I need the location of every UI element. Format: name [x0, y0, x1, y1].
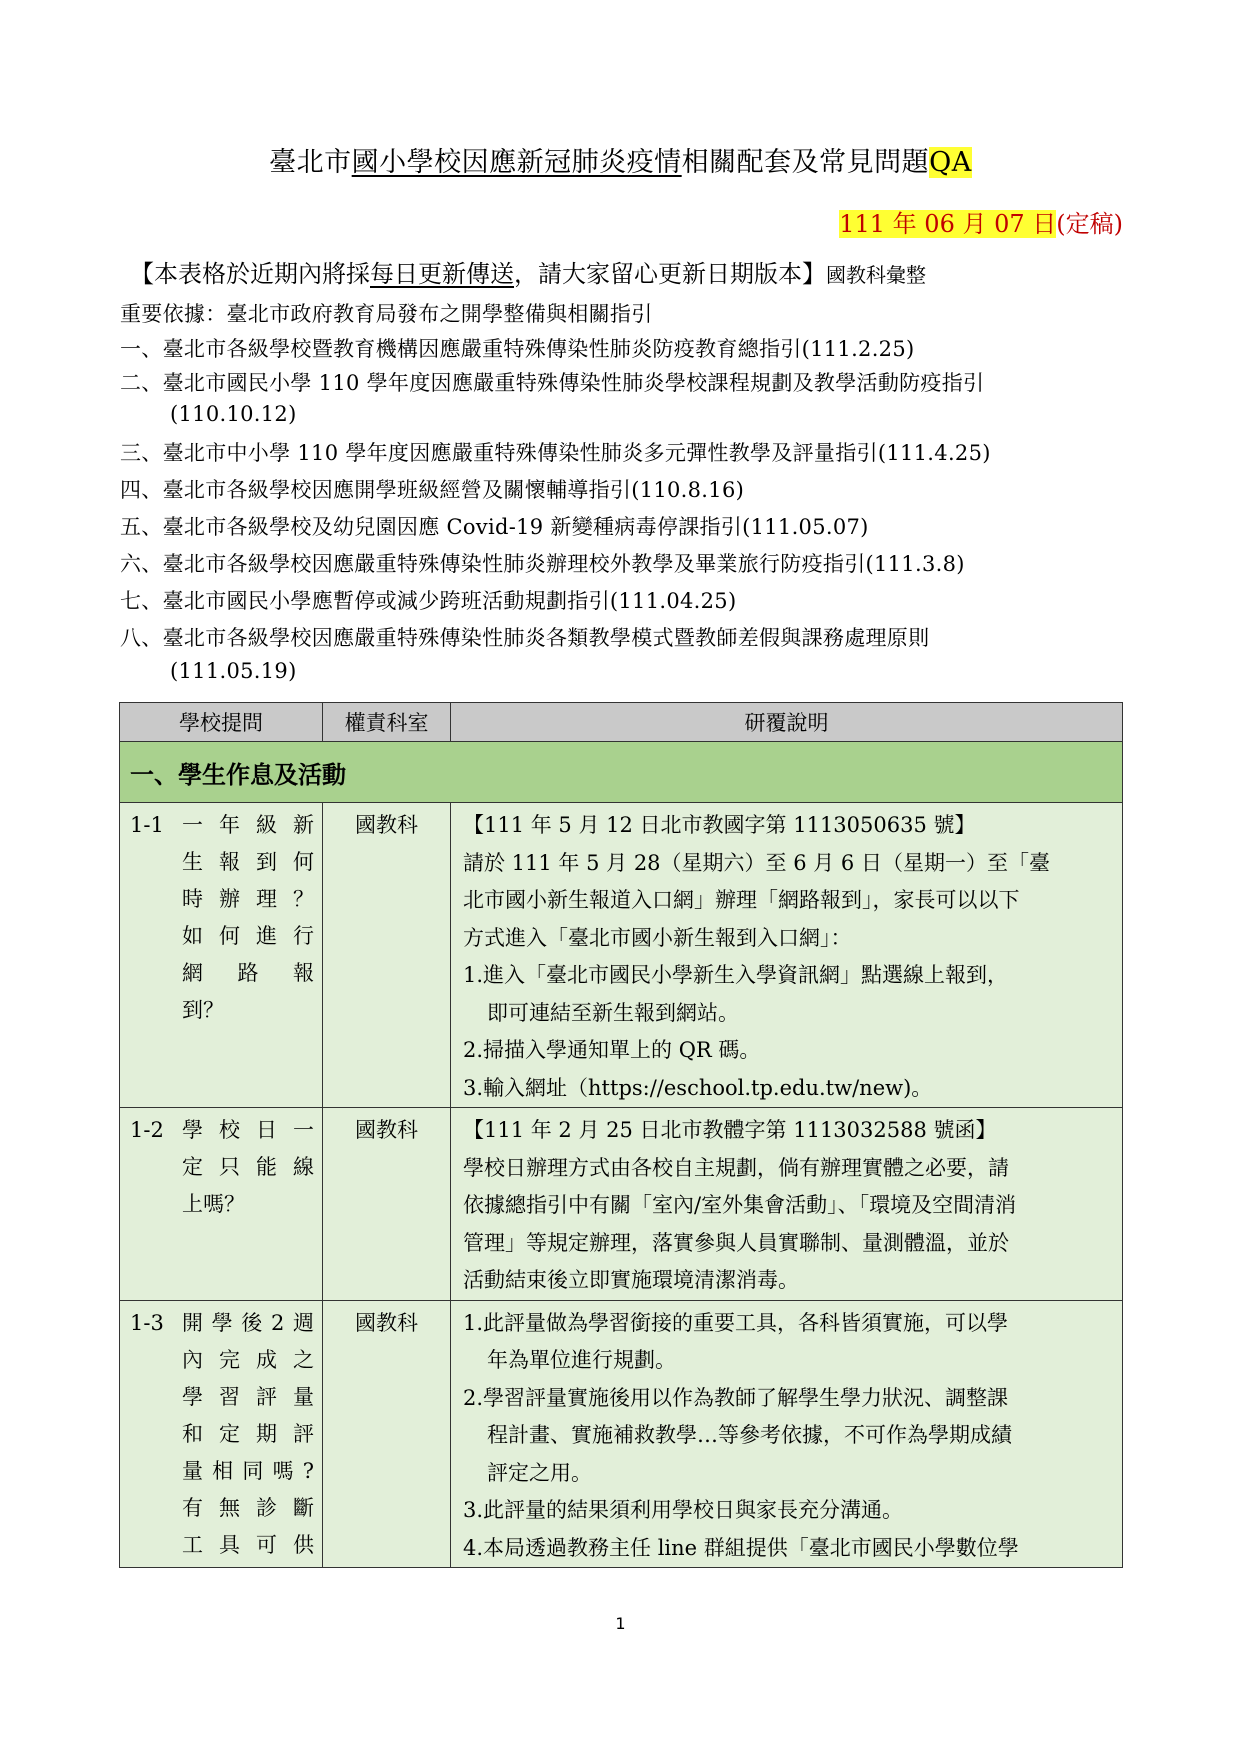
notice-lead: 【本表格於近期內將採	[130, 260, 370, 288]
department-cell: 國教科	[323, 1300, 451, 1568]
header-question: 學校提問	[120, 703, 323, 742]
answer-line: 4.本局透過教務主任 line 群組提供「臺北市國民小學數位學	[463, 1535, 1019, 1560]
title-suffix: 相關配套及常見問題	[681, 147, 930, 178]
notice-underlined: 每日更新傳送	[370, 260, 514, 288]
answer-line: 請於 111 年 5 月 28（星期六）至 6 月 6 日（星期一）至「臺	[463, 850, 1050, 875]
header-department: 權責科室	[323, 703, 451, 742]
question-line: 開學後2週	[182, 1310, 314, 1335]
qa-table	[119, 702, 1123, 1568]
answer-line: 【111 年 2 月 25 日北市教體字第 1113032588 號函】	[463, 1118, 997, 1142]
answer-cell	[451, 803, 1123, 1108]
question-line: 時辦理？	[182, 887, 314, 911]
question-cell	[120, 803, 323, 1108]
question-number: 1-1	[130, 813, 164, 837]
answer-line: 管理」等規定辦理，落實參與人員實聯制、量測體溫，並於	[463, 1230, 1009, 1255]
document-date	[839, 204, 1123, 239]
basis-line: 重要依據：臺北市政府教育局發布之開學整備與相關指引	[120, 302, 653, 326]
answer-line: 學校日辦理方式由各校自主規劃，倘有辦理實體之必要，請	[463, 1155, 1009, 1180]
question-line: 量相同嗎?	[182, 1458, 314, 1483]
question-line: 到？	[182, 998, 224, 1022]
notice-tail: ，請大家留心更新日期版本】	[514, 260, 826, 288]
answer-line: 1.進入「臺北市國民小學新生入學資訊網」點選線上報到，	[463, 963, 1009, 987]
answer-line: 2.掃描入學通知單上的 QR 碼。	[463, 1038, 761, 1062]
guideline-item-cont: (111.05.19)	[170, 659, 297, 683]
question-line: 上嗎？	[182, 1192, 245, 1216]
guideline-item: 六、臺北市各級學校因應嚴重特殊傳染性肺炎辦理校外教學及畢業旅行防疫指引(111.3.8)	[120, 552, 965, 576]
question-line: 有無診斷	[182, 1495, 314, 1520]
answer-line: 方式進入「臺北市國小新生報到入口網」：	[463, 925, 852, 950]
answer-line: 3.輸入網址（https://eschool.tp.edu.tw/new)。	[463, 1075, 933, 1100]
question-line: 內完成之	[182, 1347, 314, 1372]
answer-cell	[451, 1108, 1123, 1301]
answer-line: 3.此評量的結果須利用學校日與家長充分溝通。	[463, 1498, 904, 1522]
guideline-item: 八、臺北市各級學校因應嚴重特殊傳染性肺炎各類教學模式暨教師差假與課務處理原則	[120, 626, 930, 650]
answer-line: 2.學習評量實施後用以作為教師了解學生學力狀況、調整課	[463, 1385, 1009, 1410]
answer-line: 1.此評量做為學習銜接的重要工具，各科皆須實施，可以學	[463, 1310, 1009, 1335]
answer-cell	[451, 1300, 1123, 1568]
guideline-item: 一、臺北市各級學校暨教育機構因應嚴重特殊傳染性肺炎防疫教育總指引(111.2.25)	[120, 337, 915, 361]
guideline-item: 七、臺北市國民小學應暫停或減少跨班活動規劃指引(111.04.25)	[120, 589, 737, 613]
table-row	[120, 1300, 1123, 1568]
question-line: 網 路 報	[182, 961, 314, 985]
answer-line: 程計畫、實施補救教學…等參考依據，不可作為學期成績	[487, 1423, 1012, 1447]
question-line: 學習評量	[182, 1384, 314, 1409]
answer-line: 依據總指引中有關「室內/室外集會活動」、「環境及空間清消	[463, 1193, 1017, 1217]
table-header-row	[120, 703, 1123, 742]
answer-line: 年為單位進行規劃。	[487, 1348, 676, 1372]
title-qa: QA	[929, 147, 972, 178]
answer-line: 活動結束後立即實施環境清潔消毒。	[463, 1268, 799, 1292]
question-line: 定只能線	[182, 1155, 314, 1179]
answer-line: 評定之用。	[487, 1460, 592, 1485]
section-row	[120, 742, 1123, 803]
question-line: 如何進行	[182, 924, 314, 948]
date-value: 111 年 06 月 07 日	[839, 210, 1057, 238]
guideline-item-cont: (110.10.12)	[170, 402, 297, 426]
question-cell	[120, 1108, 323, 1301]
answer-line: 【111 年 5 月 12 日北市教國字第 1113050635 號】	[463, 813, 976, 837]
answer-line: 北市國小新生報道入口網」辦理「網路報到」，家長可以以下	[463, 888, 1020, 912]
notice-compiler: 國教科彙整	[826, 263, 926, 287]
question-number: 1-2	[130, 1118, 164, 1142]
document-title	[0, 140, 1241, 179]
date-status: (定稿)	[1056, 210, 1123, 238]
title-prefix: 臺北市	[269, 147, 352, 178]
question-line: 和定期評	[182, 1421, 314, 1446]
question-cell	[120, 1300, 323, 1568]
guideline-item: 二、臺北市國民小學 110 學年度因應嚴重特殊傳染性肺炎學校課程規劃及教學活動防疫指引	[120, 371, 985, 395]
question-number: 1-3	[130, 1310, 164, 1335]
answer-line: 即可連結至新生報到網站。	[487, 1000, 739, 1025]
title-underlined: 國小學校因應新冠肺炎疫情	[351, 147, 682, 178]
department-cell: 國教科	[323, 803, 451, 1108]
update-notice	[130, 254, 926, 289]
header-answer: 研覆說明	[451, 703, 1123, 742]
question-line: 生報到何	[182, 850, 314, 874]
table-row	[120, 1108, 1123, 1301]
table-row	[120, 803, 1123, 1108]
question-line: 一年級新	[182, 813, 314, 837]
department-cell: 國教科	[323, 1108, 451, 1301]
question-line: 學校日一	[182, 1118, 314, 1142]
page-number: 1	[615, 1614, 626, 1633]
guideline-item: 四、臺北市各級學校因應開學班級經營及關懷輔導指引(110.8.16)	[120, 478, 745, 502]
guideline-item: 三、臺北市中小學 110 學年度因應嚴重特殊傳染性肺炎多元彈性教學及評量指引(111.4.25)	[120, 441, 991, 465]
section-title: 一、學生作息及活動	[120, 742, 1123, 803]
question-line: 工具可供	[182, 1532, 314, 1557]
guideline-item: 五、臺北市各級學校及幼兒園因應 Covid-19 新變種病毒停課指引(111.05.07)	[120, 515, 869, 539]
